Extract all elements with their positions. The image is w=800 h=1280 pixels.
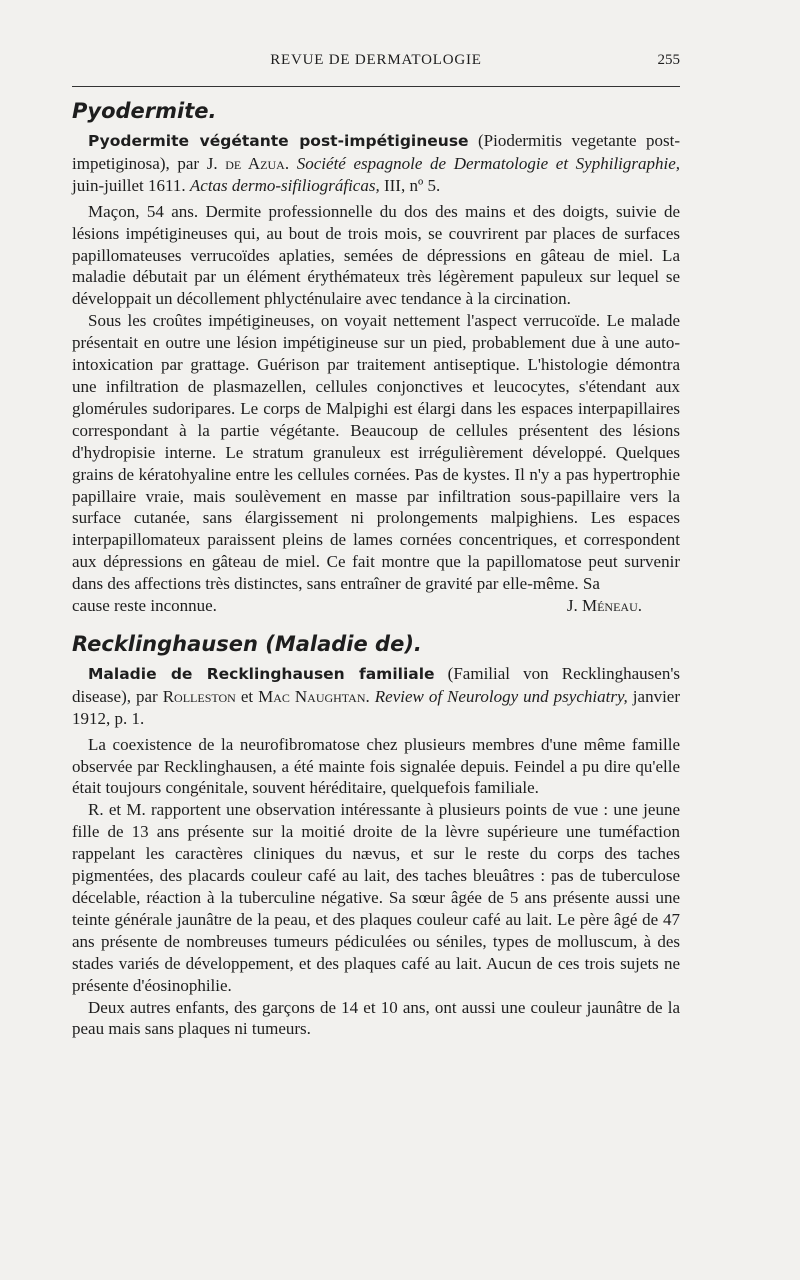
author-name: de Azua (225, 153, 285, 173)
body-paragraph: Deux autres enfants, des garçons de 14 et 10 ans, ont aussi une couleur jaunâtre de la peau mais sans plaques ni tumeurs. (72, 997, 680, 1039)
closing-text: cause reste inconnue. (72, 596, 217, 616)
page-header (72, 50, 680, 74)
header-rule (72, 86, 680, 87)
journal-name: Actas dermo-sifiliográficas, (189, 175, 380, 195)
reference-text: . (365, 686, 375, 706)
article-reference (72, 130, 680, 197)
body-paragraph: Maçon, 54 ans. Dermite professionnelle du dos des mains et des doigts, suivie de lésions impétigineuses qui, au bout de trois mois, se couvrirent par places de surfaces papillomateuses verrucoïdes aplaties, semées de dépressions en gâteau de miel. La maladie débutait par un élément érythémateux très légèrement papuleux sur lequel se développait un décollement phlycténulaire avec tendance à la circination. (72, 201, 680, 309)
running-title: REVUE DE DERMATOLOGIE (270, 52, 482, 68)
page-number: 255 (657, 52, 680, 68)
body-paragraph: R. et M. rapportent une observation intéressante à plusieurs points de vue : une jeune fille de 13 ans présente sur la moitié droite de la lèvre supérieure une tuméfaction rappelant les caractères cliniques du nævus, et sur le reste du corps des taches pigmentées, des placards couleur café au lait, des taches bleuâtres : pas de tuberculose décelable, réaction à la tuberculine négative. Sa sœur âgée de 5 ans présente aussi une teinte générale jaunâtre de la peau, et des plaques couleur café au lait. Le père âgé de 47 ans présente de nombreuses tumeurs pédiculées ou séniles, types de molluscum, à des stades variés de développement, et des plaques café au lait. Aucun de ces trois sujets ne présente d'éosinophilie. (72, 800, 680, 995)
reference-text: janvier 1912, p. 1. (72, 686, 681, 728)
article-reference (72, 663, 680, 730)
author-name: Mac Naughtan (258, 686, 366, 706)
reference-text: (Piodermitis vegetante post-impetiginosa), par J. (72, 131, 681, 173)
section-title-recklinghausen: Recklinghausen (Maladie de). (72, 631, 422, 656)
closing-line (72, 595, 680, 617)
reference-text: et (235, 686, 259, 706)
page-body (72, 96, 680, 1040)
author-signature: J. Méneau. (566, 596, 642, 616)
society-name: Société espagnole de Dermatologie et Syphiligraphie, (296, 153, 681, 173)
journal-name: Review of Neurology und psychiatry, (374, 686, 628, 706)
reference-text: . (284, 153, 297, 173)
article-heading: Pyodermite végétante post-impétigineuse (88, 132, 469, 150)
reference-text: (Familial von Recklinghausen's disease), par (72, 663, 680, 706)
section-title-pyodermite: Pyodermite. (72, 99, 217, 123)
article-heading: Maladie de Recklinghausen familiale (88, 664, 435, 683)
reference-text: juin-juillet 1611. (72, 175, 190, 195)
body-paragraph: Sous les croûtes impétigineuses, on voyait nettement l'aspect verrucoïde. Le malade présentait en outre une lésion impétigineuse sur un pied, probablement due à une auto-intoxication par grattage. Guérison par traitement antiseptique. L'histologie démontra une infiltration de plasmazellen, cellules conjonctives et leucocytes, s'étendant aux glomérules sudoripares. Le corps de Malpighi est élargi dans les espaces interpapillaires correspondant à la partie végétante. Beaucoup de cellules présentent des lésions d'hydropisie interne. Le stratum granuleux est irrégulièrement développé. Quelques grains de kératohyaline entre les cellules cornées. Pas de kystes. Il n'y a pas hypertrophie papillaire vraie, mais soulèvement en masse par infiltration sous-papillaire vers la surface cutanée, sans élargissement ni prolongements malpighiens. Les espaces interpapillomateux paraissent pleins de lames cornées concentriques, et correspondent aux dépressions en gâteau de miel. Ce fait montre que la papillomatose peut survenir dans des affections très distinctes, sans entraîner de gravité par elle-même. Sa (72, 311, 680, 594)
body-paragraph: La coexistence de la neurofibromatose chez plusieurs membres d'une même famille observée par Recklinghausen, a été mainte fois signalée depuis. Feindel a pu dire qu'elle était toujours congénitale, souvent héréditaire, quelquefois familiale. (72, 734, 680, 798)
author-name: Rolleston (162, 686, 236, 706)
reference-text: III, nº 5. (379, 175, 441, 195)
